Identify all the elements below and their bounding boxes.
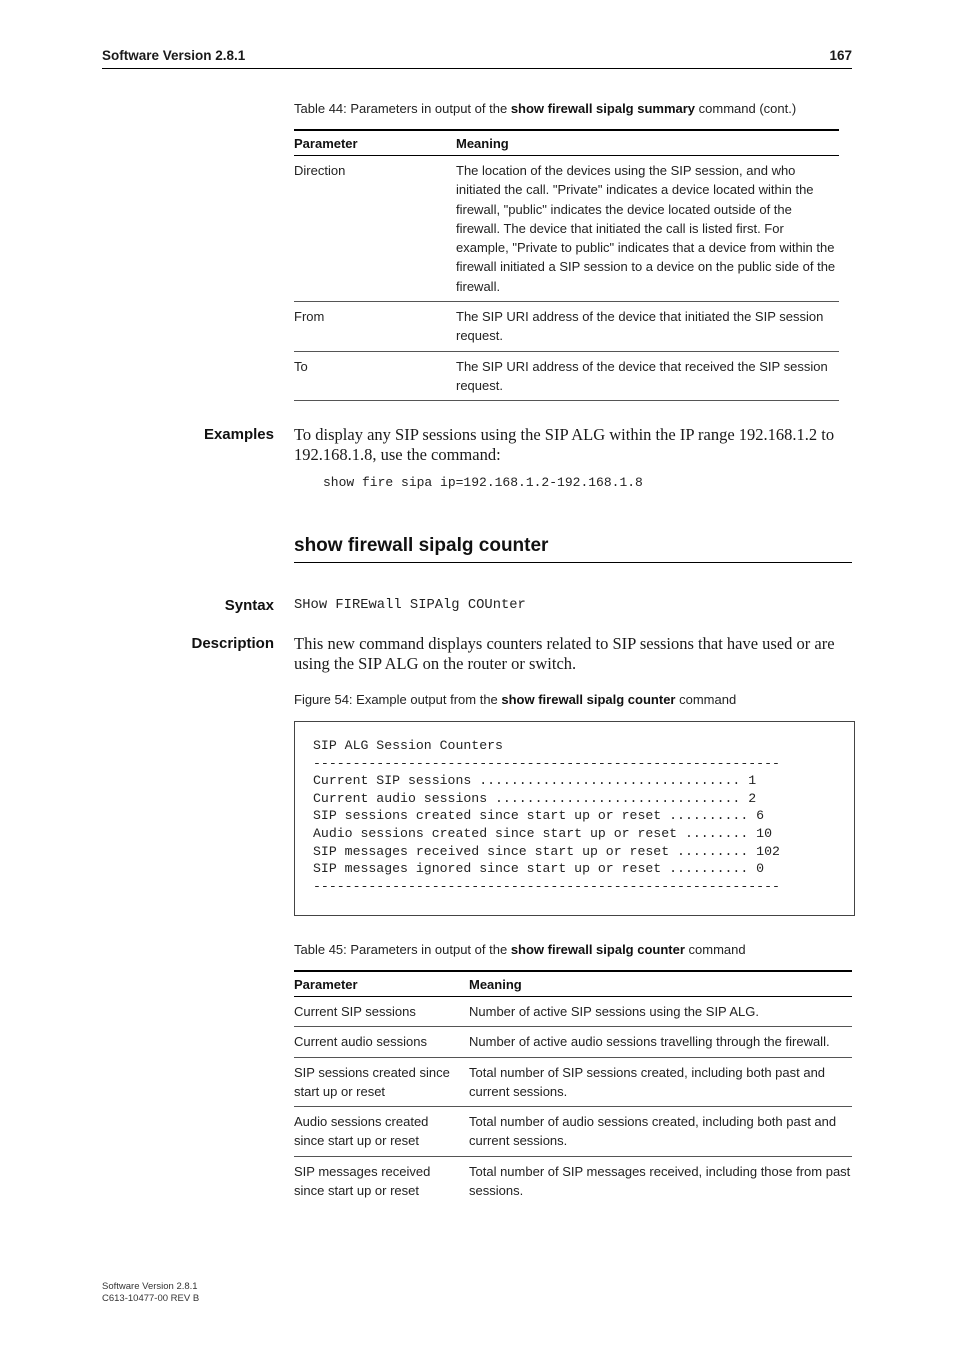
meaning-cell: Total number of audio sessions created, including both past and current sessions.: [469, 1107, 852, 1157]
command-output-text: SIP ALG Session Counters ----------------------------------------------------------- Current SIP sessions ................................. 1 Current audio sessions ............................... 2 SIP sessions created since start up or reset .......... 6 Audio sessions created since start up or reset ........ 10 SIP messages received since start up or reset ......... 102 SIP messages ignored since start up or reset .......... 0 -----------------------------------------------------------: [313, 738, 780, 894]
table45-caption: Table 45: Parameters in output of the show firewall sipalg counter command: [294, 942, 746, 957]
syntax-text: SHow FIREwall SIPAlg COUnter: [294, 598, 526, 613]
table44-caption: Table 44: Parameters in output of the show firewall sipalg summary command (cont.): [294, 101, 797, 116]
meaning-cell: The SIP URI address of the device that initiated the SIP session request.: [456, 302, 839, 352]
table-row: [294, 1156, 852, 1205]
description-text: This new command displays counters related to SIP sessions that have used or are using the SIP ALG on the router or switch.: [294, 634, 835, 673]
parameter-cell: Current audio sessions: [294, 1027, 469, 1057]
meaning-cell: The SIP URI address of the device that received the SIP session request.: [456, 351, 839, 401]
table-row: [294, 156, 839, 302]
parameter-cell: Direction: [294, 156, 456, 302]
description-label: Description: [191, 635, 274, 652]
footer-doc-id: C613-10477-00 REV B: [102, 1293, 200, 1304]
meaning-cell: Number of active SIP sessions using the SIP ALG.: [469, 997, 852, 1027]
header-rule: [102, 68, 852, 69]
examples-text: To display any SIP sessions using the SIP ALG within the IP range 192.168.1.2 to 192.168.1.8, use the command:: [294, 425, 835, 464]
table-row: [294, 1057, 852, 1107]
table-row: [294, 997, 852, 1027]
header-title: Software Version 2.8.1: [102, 48, 246, 63]
table-row: [294, 302, 839, 352]
column-header-parameter: Parameter: [294, 971, 469, 997]
table-row: [294, 1107, 852, 1157]
syntax-label: Syntax: [224, 597, 274, 614]
parameter-cell: To: [294, 351, 456, 401]
table45: [294, 970, 852, 1205]
table-header-row: [294, 130, 839, 156]
table44-caption-command: show firewall sipalg summary: [510, 101, 696, 116]
command-output-box: [294, 721, 855, 916]
table-row: [294, 1027, 852, 1057]
figure54-caption-command: show firewall sipalg counter: [501, 692, 676, 707]
section-rule: [294, 562, 852, 563]
column-header-meaning: Meaning: [456, 130, 839, 156]
footer: [102, 1281, 199, 1305]
examples-label: Examples: [203, 426, 274, 443]
section-title: show firewall sipalg counter: [294, 535, 549, 556]
parameter-cell: Audio sessions created since start up or reset: [294, 1107, 469, 1157]
example-command: show fire sipa ip=192.168.1.2-192.168.1.8: [323, 475, 643, 490]
figure54-caption: Figure 54: Example output from the show firewall sipalg counter command: [294, 692, 737, 707]
table44: [294, 129, 839, 401]
table-header-row: [294, 971, 852, 997]
parameter-cell: Current SIP sessions: [294, 997, 469, 1027]
meaning-cell: Total number of SIP sessions created, including both past and current sessions.: [469, 1057, 852, 1107]
parameter-cell: From: [294, 302, 456, 352]
parameter-cell: SIP sessions created since start up or reset: [294, 1057, 469, 1107]
column-header-meaning: Meaning: [469, 971, 852, 997]
meaning-cell: Total number of SIP messages received, including those from past sessions.: [469, 1163, 851, 1199]
table-row: [294, 351, 839, 401]
column-header-parameter: Parameter: [294, 130, 456, 156]
page-number: 167: [829, 48, 852, 63]
meaning-cell: Number of active audio sessions travelling through the firewall.: [469, 1027, 852, 1057]
footer-version: Software Version 2.8.1: [102, 1281, 198, 1292]
parameter-cell: SIP messages received since start up or reset: [294, 1163, 431, 1199]
table45-caption-command: show firewall sipalg counter: [510, 942, 685, 957]
meaning-cell: The location of the devices using the SIP session, and who initiated the call. "Private" indicates a device located within the firewall, "public" indicates the device located outside of the firewall. The device that initiated the call is listed first. For example, "Private to public" indicates that a device from within the firewall initiated a SIP session to a device on the public side of the firewall.: [456, 156, 839, 302]
